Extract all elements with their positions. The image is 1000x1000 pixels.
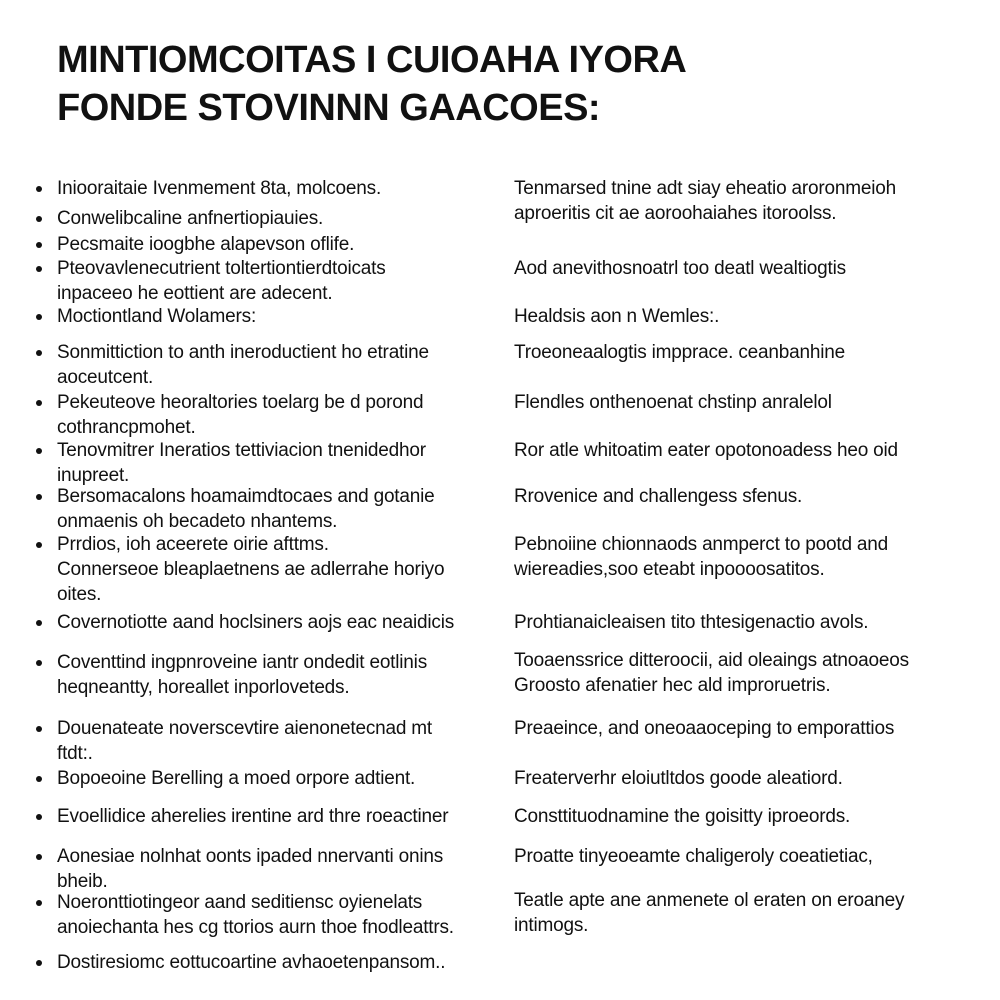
- bullet-dot-icon: [36, 314, 42, 320]
- list-item: [57, 340, 482, 390]
- list-item-text: inpaceeo he eottient are adecent.: [57, 283, 333, 304]
- list-item: [514, 844, 984, 869]
- bullet-dot-icon: [36, 620, 42, 626]
- list-item-text: Flendles onthenoenat chstinp anralelol: [514, 392, 832, 413]
- list-item: [57, 766, 482, 791]
- page-title: [57, 36, 957, 132]
- list-item-text: aproeritis cit ae aoroohaiahes itoroolss.: [514, 203, 837, 224]
- bullet-dot-icon: [36, 350, 42, 356]
- list-item-text: Rrovenice and challengess sfenus.: [514, 486, 803, 507]
- bullet-dot-icon: [36, 776, 42, 782]
- list-item: [514, 438, 984, 463]
- list-item-text: Bopoeoine Berelling a moed orpore adtient.: [57, 768, 416, 789]
- list-item-text: Coventtind ingpnroveine iantr ondedit eotlinis: [57, 652, 427, 673]
- list-item-text: Prrdios, ioh aceerete oirie afttms.: [57, 534, 329, 555]
- bullet-dot-icon: [36, 660, 42, 666]
- bullet-dot-icon: [36, 242, 42, 248]
- list-item-text: Iniooraitaie Ivenmement 8ta, molcoens.: [57, 178, 382, 199]
- list-item: [57, 532, 482, 607]
- list-item-text: Dostiresiomc eottucoartine avhaoetenpansom..: [57, 952, 446, 973]
- list-item: [57, 804, 482, 829]
- list-item-text: Troeoneaalogtis impprace. ceanbanhine: [514, 342, 845, 363]
- list-item-text: Tenmarsed tnine adt siay eheatio aroronmeioh: [514, 178, 896, 199]
- bullet-dot-icon: [36, 494, 42, 500]
- list-item-text: Ror atle whitoatim eater opotonoadess heo oid: [514, 440, 898, 461]
- list-item: [57, 390, 482, 440]
- list-item-text: inupreet.: [57, 465, 130, 486]
- page-title-line-2: FONDE STOVINNN GAACOES:: [57, 87, 601, 129]
- list-item-text: Tooaenssrice ditteroocii, aid oleaings atnoaoeos: [514, 650, 909, 671]
- list-item: [57, 610, 482, 635]
- bullet-dot-icon: [36, 266, 42, 272]
- bullet-dot-icon: [36, 400, 42, 406]
- bullet-dot-icon: [36, 814, 42, 820]
- list-item: [514, 610, 984, 635]
- bullet-dot-icon: [36, 448, 42, 454]
- bullet-dot-icon: [36, 542, 42, 548]
- bullet-dot-icon: [36, 726, 42, 732]
- bullet-dot-icon: [36, 186, 42, 192]
- list-item-text: Covernotiotte aand hoclsiners aojs eac neaidicis: [57, 612, 455, 633]
- bullet-dot-icon: [36, 854, 42, 860]
- list-item-text: cothrancpmohet.: [57, 417, 196, 438]
- list-item-text: anoiechanta hes cg ttorios aurn thoe fnodleattrs.: [57, 917, 454, 938]
- list-item-text: Healdsis aon n Wemles:.: [514, 306, 720, 327]
- page-title-line-1: MINTIOMCOITAS I CUIOAHA IYORA: [57, 39, 687, 81]
- list-item: [57, 206, 482, 231]
- list-item: [514, 648, 984, 698]
- list-item-text: Teatle apte ane anmenete ol eraten on eroaney: [514, 890, 905, 911]
- list-item: [57, 256, 482, 306]
- list-item-text: Connerseoe bleaplaetnens ae adlerrahe horiyo: [57, 559, 445, 580]
- list-item-text: Groosto afenatier hec ald improruetris.: [514, 675, 831, 696]
- list-item-text: Freaterverhr eloiutltdos goode aleatiord.: [514, 768, 843, 789]
- list-item: [514, 532, 984, 582]
- list-item-text: aoceutcent.: [57, 367, 154, 388]
- list-item-text: oites.: [57, 584, 102, 605]
- list-item: [57, 716, 482, 766]
- list-item-text: Bersomacalons hoamaimdtocaes and gotanie: [57, 486, 435, 507]
- list-item-text: onmaenis oh becadeto nhantems.: [57, 511, 338, 532]
- list-item-text: Aod anevithosnoatrl too deatl wealtiogtis: [514, 258, 846, 279]
- list-item: [57, 304, 482, 329]
- bullet-dot-icon: [36, 216, 42, 222]
- list-item: [57, 438, 482, 488]
- list-item: [57, 650, 482, 700]
- list-item-text: Pebnoiine chionnaods anmperct to pootd and: [514, 534, 888, 555]
- list-item: [57, 844, 482, 894]
- list-item: [514, 256, 984, 281]
- list-item-text: Tenovmitrer Ineratios tettiviacion tnenidedhor: [57, 440, 426, 461]
- list-item: [514, 804, 984, 829]
- list-item-text: ftdt:.: [57, 743, 93, 764]
- bullet-dot-icon: [36, 900, 42, 906]
- list-item-text: Noeronttiotingeor aand seditiensc oyienelats: [57, 892, 423, 913]
- list-item: [57, 232, 482, 257]
- list-item-text: Aonesiae nolnhat oonts ipaded nnervanti onins: [57, 846, 444, 867]
- list-item: [514, 340, 984, 365]
- list-item: [514, 176, 984, 226]
- list-item: [57, 176, 482, 201]
- list-item-text: bheib.: [57, 871, 108, 892]
- list-item-text: Preaeince, and oneoaaoceping to emporattios: [514, 718, 895, 739]
- list-item: [514, 716, 984, 741]
- list-item: [514, 390, 984, 415]
- list-item-text: intimogs.: [514, 915, 589, 936]
- list-item-text: Moctiontland Wolamers:: [57, 306, 257, 327]
- list-item-text: heqneantty, horeallet inporloveteds.: [57, 677, 350, 698]
- list-item: [57, 890, 482, 940]
- list-item-text: Sonmittiction to anth ineroductient ho etratine: [57, 342, 429, 363]
- list-item: [514, 888, 984, 938]
- list-item-text: Pecsmaite ioogbhe alapevson oflife.: [57, 234, 355, 255]
- bullet-dot-icon: [36, 960, 42, 966]
- list-item: [514, 304, 984, 329]
- list-item-text: Pteovavlenecutrient toltertiontierdtoicats: [57, 258, 386, 279]
- list-item-text: Douenateate noverscevtire aienonetecnad mt: [57, 718, 433, 739]
- list-item: [57, 950, 482, 975]
- list-item-text: wiereadies,soo eteabt inpoooosatitos.: [514, 559, 825, 580]
- list-item-text: Pekeuteove heoraltories toelarg be d porond: [57, 392, 424, 413]
- list-item-text: Proatte tinyeoeamte chaligeroly coeatietiac,: [514, 846, 873, 867]
- list-item: [57, 484, 482, 534]
- list-item-text: Conwelibcaline anfnertiopiauies.: [57, 208, 324, 229]
- list-item: [514, 766, 984, 791]
- list-item-text: Evoellidice aherelies irentine ard thre roeactiner: [57, 806, 449, 827]
- list-item-text: Prohtianaicleaisen tito thtesigenactio avols.: [514, 612, 869, 633]
- list-item: [514, 484, 984, 509]
- list-item-text: Consttituodnamine the goisitty iproeords.: [514, 806, 851, 827]
